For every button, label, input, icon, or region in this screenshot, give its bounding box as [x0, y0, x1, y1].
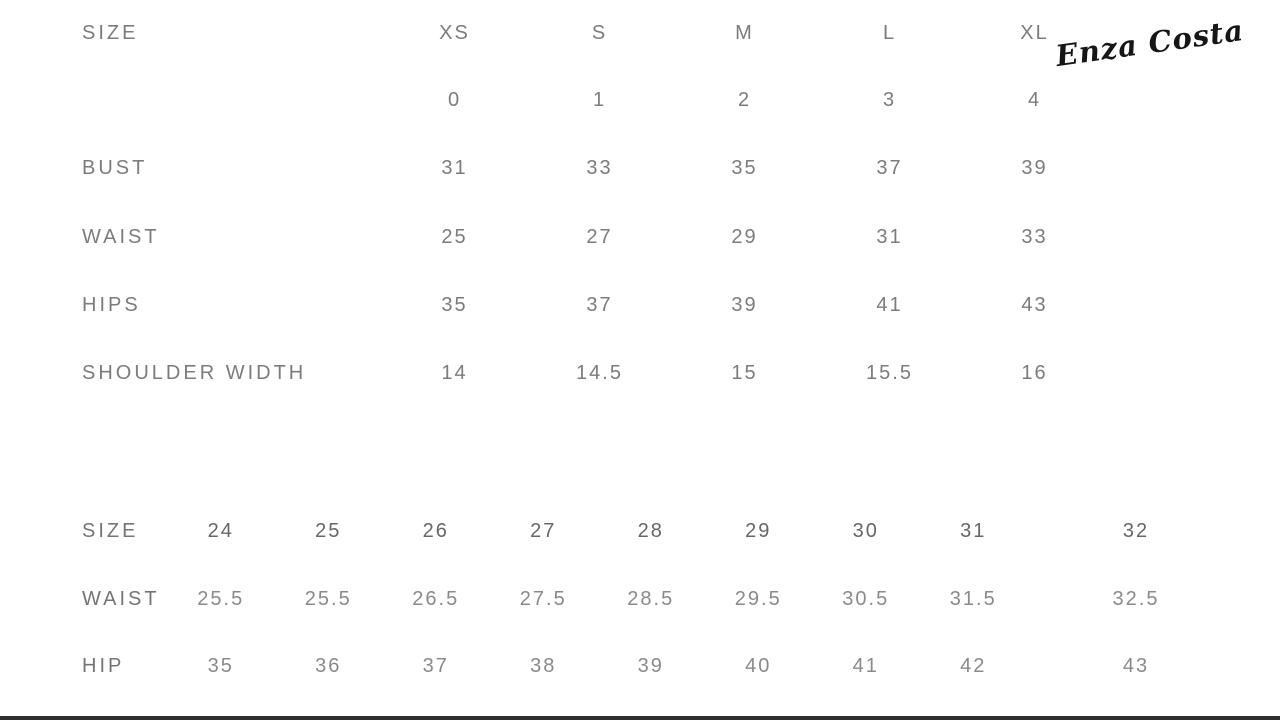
size-number-cell: 3 [882, 88, 897, 111]
waist-value: 28.5 [627, 587, 675, 610]
shoulder-width-value: 14 [441, 361, 468, 384]
hips-value: 39 [731, 293, 758, 316]
shoulder-width-row [0, 359, 1280, 387]
bust-row [0, 154, 1280, 182]
hips-label: HIPS [82, 293, 141, 316]
waist-value: 32.5 [1112, 587, 1160, 610]
size-number-col: 31 [960, 519, 987, 542]
size-number-col: 28 [637, 519, 664, 542]
bottom-edge-bar [0, 716, 1280, 720]
bust-value: 33 [586, 156, 613, 179]
hips-row [0, 291, 1280, 319]
size-number-col: 27 [530, 519, 557, 542]
waist-value: 25 [441, 225, 468, 248]
waist-row [0, 223, 1280, 251]
shoulder-width-value: 15.5 [866, 361, 913, 384]
hips-value: 43 [1021, 293, 1048, 316]
size-col-xl: XL [1020, 21, 1049, 44]
size-number-col: 30 [852, 519, 879, 542]
waist-value: 27 [586, 225, 613, 248]
numeric-size-header-row [0, 517, 1280, 545]
hip-value: 36 [315, 654, 342, 677]
waist-value: 26.5 [412, 587, 460, 610]
waist-value: 29 [731, 225, 758, 248]
hip-value: 40 [745, 654, 772, 677]
size-number-col: 24 [207, 519, 234, 542]
waist-value: 29.5 [734, 587, 782, 610]
numeric-hip-row [0, 652, 1280, 680]
size-col-l: L [882, 21, 897, 44]
waist-label: WAIST [82, 587, 160, 610]
shoulder-width-label: SHOULDER WIDTH [82, 361, 307, 384]
hips-value: 41 [876, 293, 903, 316]
size-number-cell: 1 [592, 88, 607, 111]
size-number-col: 32 [1122, 519, 1150, 542]
waist-value: 25.5 [304, 587, 352, 610]
shoulder-width-value: 16 [1021, 361, 1048, 384]
bust-value: 37 [876, 156, 903, 179]
waist-value: 27.5 [519, 587, 567, 610]
bust-value: 35 [731, 156, 758, 179]
shoulder-width-value: 15 [731, 361, 758, 384]
size-col-m: M [735, 21, 754, 44]
numeric-waist-row [0, 585, 1280, 613]
size-number-col: 25 [315, 519, 342, 542]
size-header-label: SIZE [82, 21, 139, 44]
size-number-cell: 0 [447, 88, 462, 111]
size-number-col: 26 [422, 519, 449, 542]
hip-value: 41 [852, 654, 879, 677]
size-header-label: SIZE [82, 519, 139, 542]
bust-label: BUST [82, 156, 148, 179]
size-number-col: 29 [745, 519, 772, 542]
hip-value: 42 [960, 654, 987, 677]
shoulder-width-value: 14.5 [576, 361, 623, 384]
hips-value: 37 [586, 293, 613, 316]
enza-costa-logo: Enza Costa [1053, 12, 1246, 74]
waist-value: 33 [1021, 225, 1048, 248]
hip-value: 38 [530, 654, 557, 677]
hip-label: HIP [82, 654, 125, 677]
waist-value: 25.5 [197, 587, 245, 610]
bust-value: 31 [441, 156, 468, 179]
waist-label: WAIST [82, 225, 160, 248]
hip-value: 37 [422, 654, 449, 677]
hip-value: 43 [1122, 654, 1150, 677]
size-col-s: S [591, 21, 608, 44]
size-col-xs: XS [439, 21, 470, 44]
alpha-size-number-row [0, 86, 1280, 114]
size-number-cell: 2 [737, 88, 752, 111]
waist-value: 31 [876, 225, 903, 248]
size-number-cell: 4 [1027, 88, 1042, 111]
hip-value: 35 [207, 654, 234, 677]
bust-value: 39 [1021, 156, 1048, 179]
waist-value: 31.5 [949, 587, 997, 610]
waist-value: 30.5 [842, 587, 890, 610]
hip-value: 39 [637, 654, 664, 677]
hips-value: 35 [441, 293, 468, 316]
